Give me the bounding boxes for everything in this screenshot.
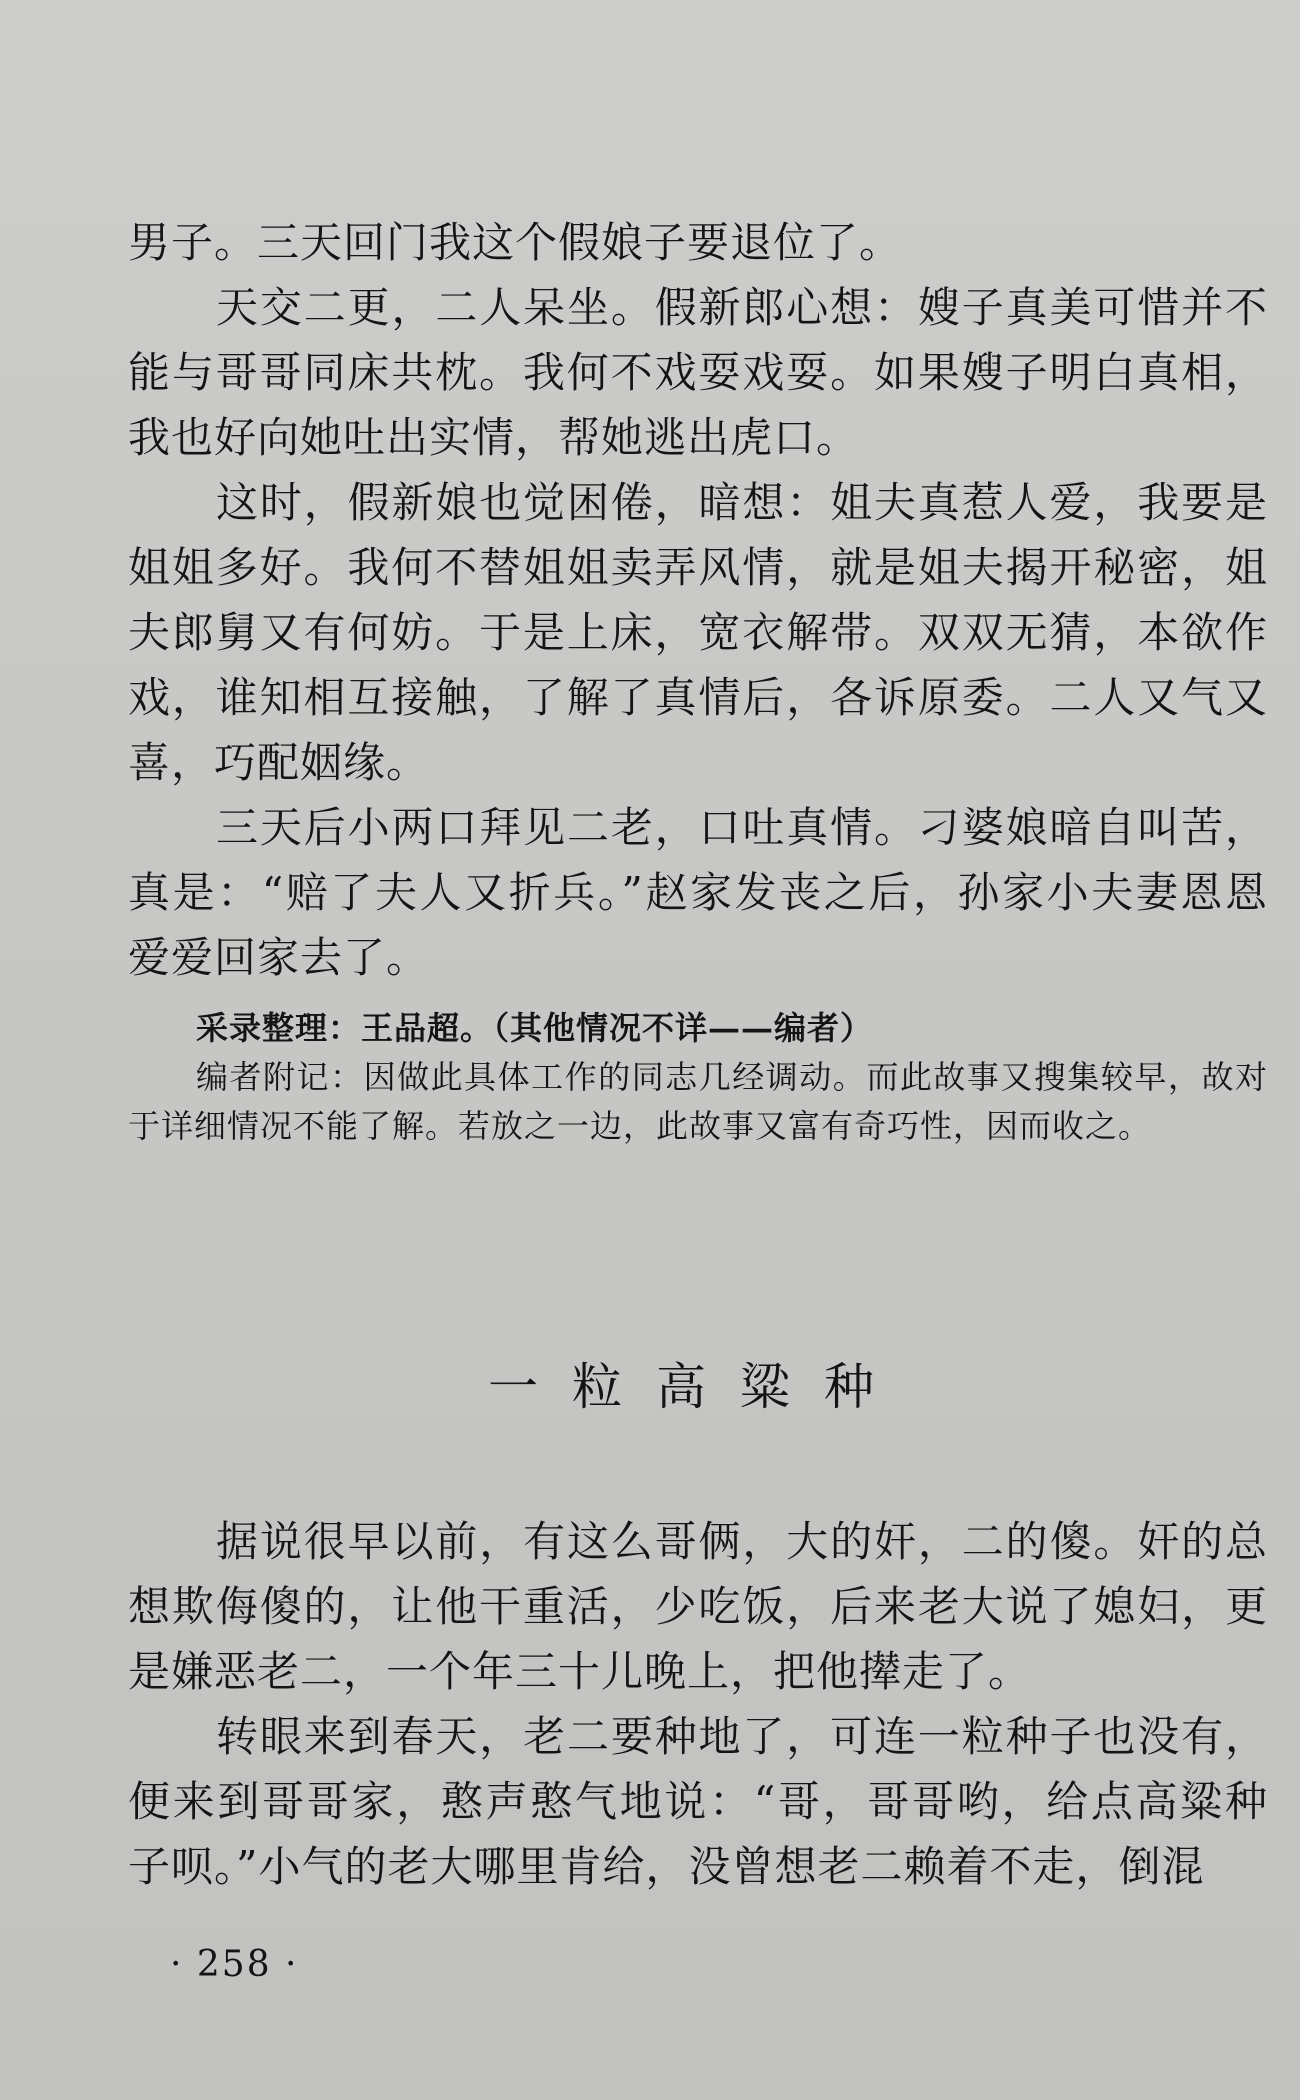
story-title: 一粒高粱种 [488,1358,908,1416]
story1-paragraph-continued: 男子。三天回门我这个假娘子要退位了。 [128,218,903,267]
page-content [128,210,1268,1899]
story2-paragraph: 据说很早以前，有这么哥俩，大的奸，二的傻。奸的总想欺侮傻的，让他干重活，少吃饭，后来老大说了媳妇，更是嫌恶老二，一个年三十儿晚上，把他撵走了。 [128,1517,1268,1696]
collector-credit: 采录整理：王品超。（其他情况不详——编者） [196,1009,874,1047]
story1-paragraph: 天交二更，二人呆坐。假新郎心想：嫂子真美可惜并不能与哥哥同床共枕。我何不戏耍戏耍。如果嫂子明白真相，我也好向她吐出实情，帮她逃出虎口。 [128,283,1268,462]
story1-paragraph: 三天后小两口拜见二老，口吐真情。刁婆娘暗自叫苦，真是：“赔了夫人又折兵。”赵家发丧之后，孙家小夫妻恩恩爱爱回家去了。 [128,803,1268,982]
story1-paragraph: 这时，假新娘也觉困倦，暗想：姐夫真惹人爱，我要是姐姐多好。我何不替姐姐卖弄风情，就是姐夫揭开秘密，姐夫郎舅又有何妨。于是上床，宽衣解带。双双无猜，本欲作戏，谁知相互接触，了解了真情后，各诉原委。二人又气又喜，巧配姻缘。 [128,478,1268,787]
editor-note: 编者附记：因做此具体工作的同志几经调动。而此故事又搜集较早，故对于详细情况不能了解。若放之一边，此故事又富有奇巧性，因而收之。 [128,1058,1268,1145]
story2-paragraph: 转眼来到春天，老二要种地了，可连一粒种子也没有，便来到哥哥家，憨声憨气地说：“哥，哥哥哟，给点高粱种子呗。”小气的老大哪里肯给，没曾想老二赖着不走，倒混 [128,1712,1268,1891]
page-number: · 258 · [170,1944,299,1985]
